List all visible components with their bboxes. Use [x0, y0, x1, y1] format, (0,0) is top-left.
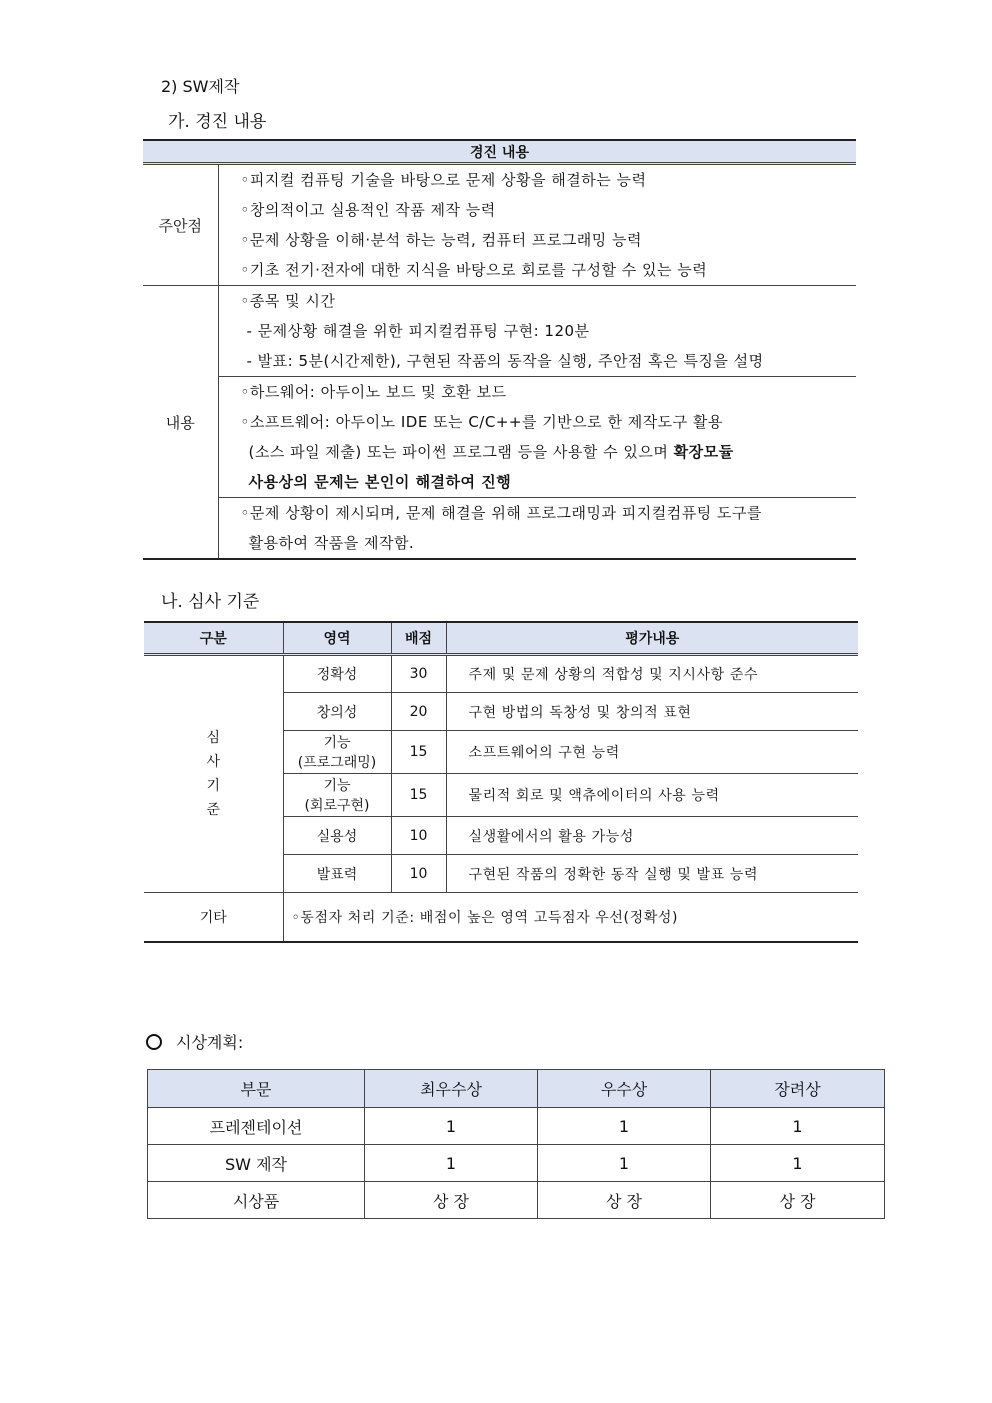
award-header: 최우수상 [365, 1070, 538, 1108]
content-emphasis: 확장모듈 [673, 443, 734, 461]
criteria-area [283, 774, 391, 817]
award-header: 부문 [148, 1070, 365, 1108]
content-line: - 발표: 5분(시간제한), 구현된 작품의 동작을 실행, 주안점 혹은 특징을 설명 [246, 352, 764, 370]
criteria-area: 실용성 [283, 817, 391, 855]
content-block-tools [218, 377, 856, 498]
criteria-desc: 실생활에서의 활용 가능성 [446, 817, 858, 855]
criteria-side-label [144, 655, 283, 893]
criteria-area-line: 기능 [323, 735, 351, 751]
criteria-table [144, 621, 858, 943]
criteria-header: 영역 [283, 622, 391, 655]
subsection-title-contest-content: 가. 경진 내용 [168, 112, 267, 132]
award-header: 우수상 [538, 1070, 711, 1108]
award-cell: 1 [538, 1108, 711, 1145]
content-line: ◦하드웨어: 아두이노 보드 및 호환 보드 [240, 383, 507, 401]
criteria-desc: 주제 및 문제 상황의 적합성 및 지시사항 준수 [446, 655, 858, 693]
criteria-area: 창의성 [283, 693, 391, 731]
award-cell: 상 장 [538, 1182, 711, 1219]
award-cell: SW 제작 [148, 1145, 365, 1182]
award-cell: 1 [711, 1108, 885, 1145]
criteria-area-line: (프로그래밍) [297, 755, 377, 771]
etc-label: 기타 [144, 893, 283, 943]
focus-label: 주안점 [143, 164, 218, 286]
criteria-area [283, 731, 391, 774]
focus-line: ◦피지컬 컴퓨팅 기술을 바탕으로 문제 상황을 해결하는 능력 [240, 171, 647, 189]
award-cell: 1 [711, 1145, 885, 1182]
table-row [148, 1108, 885, 1145]
content-line: ◦종목 및 시간 [240, 292, 336, 310]
etc-text: ◦동점자 처리 기준: 배점이 높은 영역 고득점자 우선(정확성) [283, 893, 858, 943]
criteria-area-line: (회로구현) [304, 798, 370, 814]
award-cell: 1 [538, 1145, 711, 1182]
award-cell: 시상품 [148, 1182, 365, 1219]
content-block-task [218, 498, 856, 560]
criteria-header: 구분 [144, 622, 283, 655]
focus-cell [218, 164, 856, 286]
award-cell: 1 [365, 1145, 538, 1182]
subsection-title-criteria: 나. 심사 기준 [161, 592, 260, 612]
criteria-header: 배점 [391, 622, 446, 655]
award-cell: 상 장 [711, 1182, 885, 1219]
table-row [148, 1145, 885, 1182]
content-line: ◦문제 상황이 제시되며, 문제 해결을 위해 프로그래밍과 피지컬컴퓨팅 도구를 [240, 504, 762, 522]
criteria-score: 20 [391, 693, 446, 731]
content-line: ◦소프트웨어: 아두이노 IDE 또는 C/C++를 기반으로 한 제작도구 활용 [240, 413, 723, 431]
award-plan-heading [146, 1030, 243, 1053]
contest-content-header: 경진 내용 [143, 140, 856, 164]
criteria-header: 평가내용 [446, 622, 858, 655]
section-title: 2) SW제작 [161, 77, 240, 96]
criteria-score: 15 [391, 774, 446, 817]
side-char: 기 [206, 778, 221, 794]
content-emphasis: 사용상의 문제는 본인이 해결하여 진행 [248, 473, 512, 491]
table-row [148, 1182, 885, 1219]
criteria-score: 30 [391, 655, 446, 693]
focus-line: ◦창의적이고 실용적인 작품 제작 능력 [240, 201, 496, 219]
criteria-desc: 구현 방법의 독창성 및 창의적 표현 [446, 693, 858, 731]
contest-content-table [143, 139, 856, 560]
focus-line: ◦기초 전기·전자에 대한 지식을 바탕으로 회로를 구성할 수 있는 능력 [240, 261, 708, 279]
side-char: 준 [206, 802, 221, 818]
award-cell: 1 [365, 1108, 538, 1145]
content-line: - 문제상황 해결을 위한 피지컬컴퓨팅 구현: 120분 [246, 322, 590, 340]
content-block-time [218, 286, 856, 377]
focus-line: ◦문제 상황을 이해·분석 하는 능력, 컴퓨터 프로그래밍 능력 [240, 231, 643, 249]
criteria-score: 10 [391, 817, 446, 855]
criteria-area: 정확성 [283, 655, 391, 693]
criteria-desc: 물리적 회로 및 액츄에이터의 사용 능력 [446, 774, 858, 817]
side-char: 사 [206, 754, 221, 770]
side-char: 심 [206, 730, 221, 746]
content-line [219, 467, 857, 497]
criteria-score: 15 [391, 731, 446, 774]
content-line [219, 437, 857, 467]
award-cell: 프레젠테이션 [148, 1108, 365, 1145]
award-table [147, 1069, 885, 1219]
criteria-desc: 소프트웨어의 구현 능력 [446, 731, 858, 774]
criteria-area-line: 기능 [323, 778, 351, 794]
content-text: (소스 파일 제출) 또는 파이썬 프로그램 등을 사용할 수 있으며 [248, 443, 674, 461]
award-plan-title: 시상계획: [176, 1033, 244, 1052]
award-cell: 상 장 [365, 1182, 538, 1219]
award-header: 장려상 [711, 1070, 885, 1108]
content-line: 활용하여 작품을 제작함. [248, 534, 415, 552]
content-label: 내용 [143, 286, 218, 560]
circle-bullet-icon [146, 1034, 162, 1050]
criteria-desc: 구현된 작품의 정확한 동작 실행 및 발표 능력 [446, 855, 858, 893]
criteria-score: 10 [391, 855, 446, 893]
criteria-area: 발표력 [283, 855, 391, 893]
